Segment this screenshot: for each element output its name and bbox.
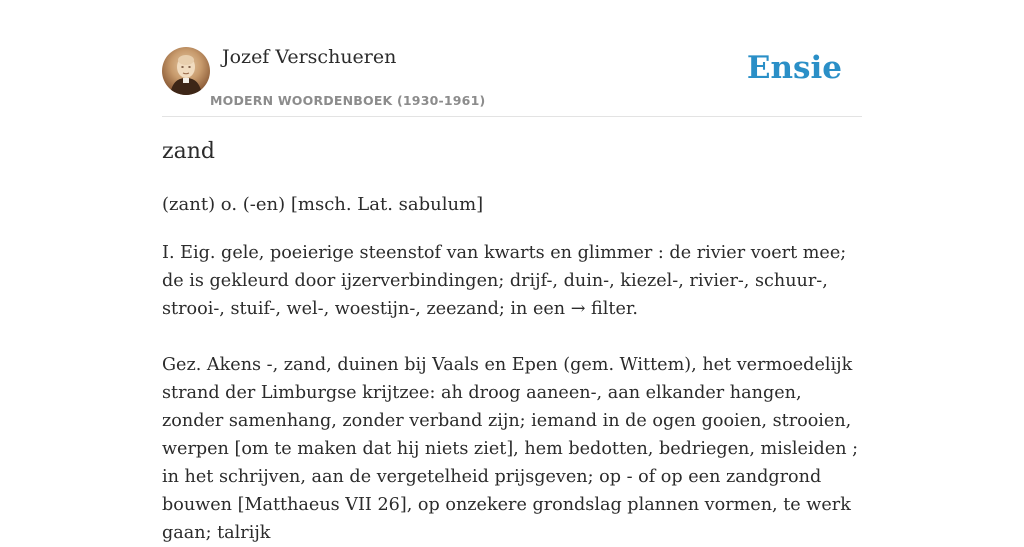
author-name[interactable]: Jozef Verschueren bbox=[222, 46, 397, 68]
header bbox=[162, 44, 862, 117]
author-avatar[interactable] bbox=[162, 47, 210, 95]
brand-logo[interactable]: Ensie bbox=[746, 50, 842, 86]
entry-paragraph: I. Eig. gele, poeierige steenstof van kwarts en glimmer : de rivier voert mee; de is gekleurd door ijzerverbindingen; drijf-, duin-, kiezel-, rivier-, schuur-, strooi-, stuif-, wel-, woestijn-, zeezand; in een → filter. bbox=[162, 243, 847, 319]
entry-etymology: (zant) o. (-en) [msch. Lat. sabulum] bbox=[162, 194, 484, 215]
page bbox=[162, 0, 862, 543]
source-name[interactable]: MODERN WOORDENBOEK (1930-1961) bbox=[210, 93, 486, 108]
entry-headword: zand bbox=[162, 139, 215, 164]
portrait-icon bbox=[162, 47, 210, 95]
entry-paragraph: Gez. Akens -, zand, duinen bij Vaals en Epen (gem. Wittem), het vermoedelijk strand der Limburgse krijtzee: ah droog aaneen-, aan elkander hangen, zonder samenhang, zonder verband zijn; iemand in de ogen gooien, strooien, werpen [om te maken dat hij niets ziet], hem bedotten, bedriegen, misleiden ; in het schrijven, aan de vergetelheid prijsgeven; op - of op een zandgrond bouwen [Matthaeus VII 26], op onzekere grondslag plannen vormen, te werk gaan; talrijk bbox=[162, 355, 859, 543]
